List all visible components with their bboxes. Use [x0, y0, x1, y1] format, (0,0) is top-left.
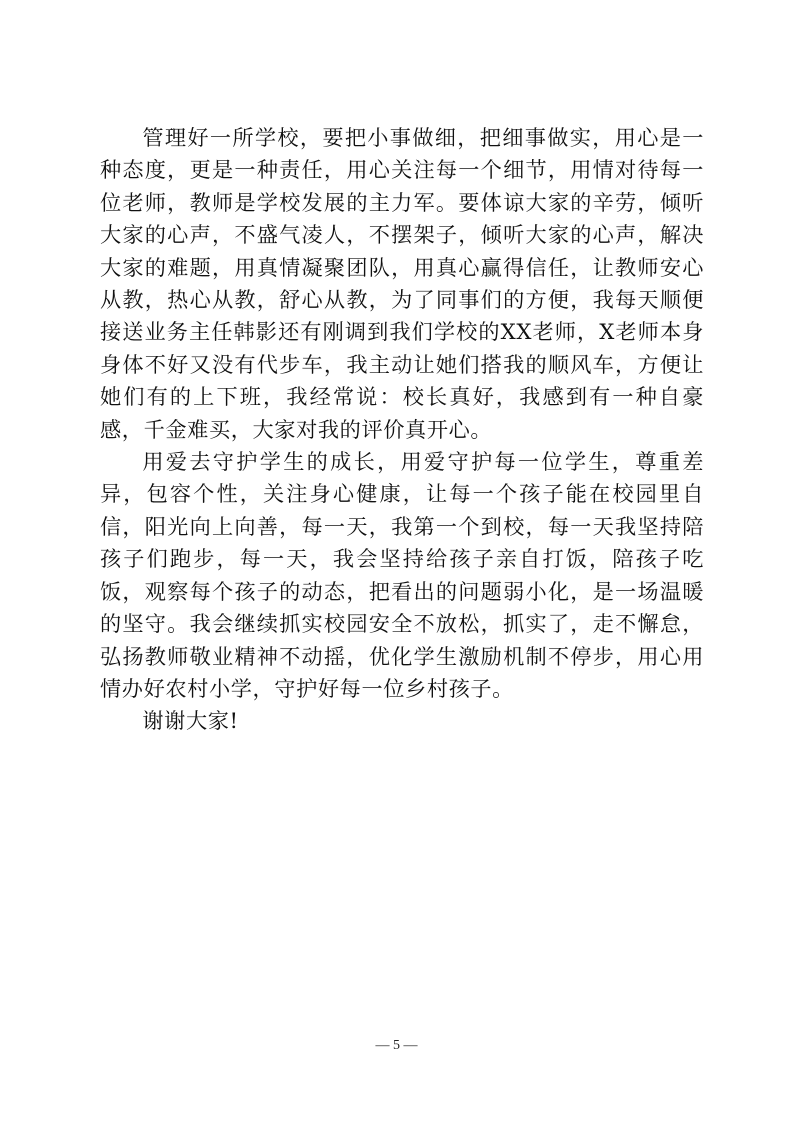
page-number: — 5 —	[375, 1038, 418, 1053]
paragraph-student-care: 用爱去守护学生的成长，用爱守护每一位学生，尊重差异，包容个性，关注身心健康，让每一个孩子能在校园里自信，阳光向上向善，每一天，我第一个到校，每一天我坚持陪孩子们跑步，每一天，我会坚持给孩子亲自打饭，陪孩子吃饭，观察每个孩子的动态，把看出的问题弱小化，是一场温暖的坚守。我会继续抓实校园安全不放松，抓实了，走不懈怠，弘扬教师敬业精神不动摇，优化学生激励机制不停步，用心用情办好农村小学，守护好每一位乡村孩子。	[100, 449, 704, 701]
paragraph-thanks: 谢谢大家!	[142, 708, 239, 734]
document-body	[100, 122, 704, 738]
paragraph-school-management: 管理好一所学校，要把小事做细，把细事做实，用心是一种态度，更是一种责任，用心关注每一个细节，用情对待每一位老师，教师是学校发展的主力军。要体谅大家的辛劳，倾听大家的心声，不盛气凌人，不摆架子，倾听大家的心声，解决大家的难题，用真情凝聚团队，用真心赢得信任，让教师安心从教，热心从教，舒心从教，为了同事们的方便，我每天顺便接送业务主任韩影还有刚调到我们学校的XX老师，X老师本身身体不好又没有代步车，我主动让她们搭我的顺风车，方便让她们有的上下班，我经常说：校长真好，我感到有一种自豪感，千金难买，大家对我的评价真开心。	[100, 125, 704, 442]
